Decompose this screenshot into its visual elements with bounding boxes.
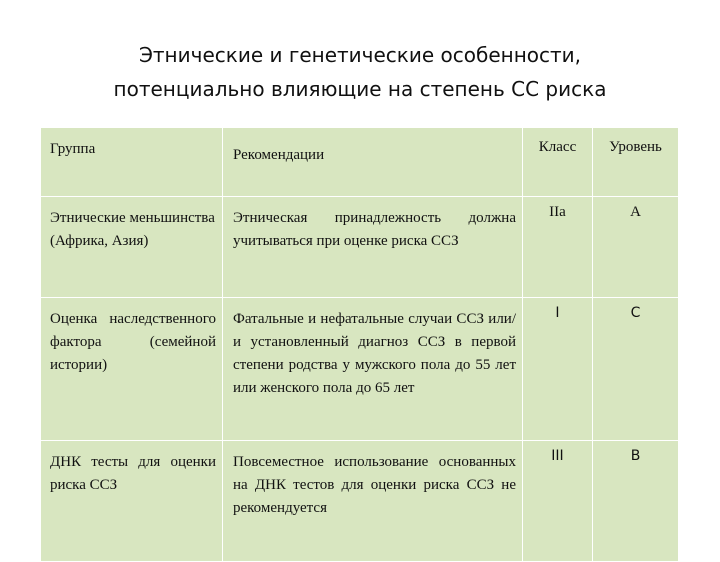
cell-level: C — [593, 298, 679, 441]
cell-recommendation: Этническая принадлежность должна учитываться при оценке риска ССЗ — [223, 197, 523, 298]
cell-level: B — [593, 441, 679, 562]
cell-group: Этнические меньшинства (Африка, Азия) — [41, 197, 223, 298]
cell-group: Оценка наследственного фактора (семейной истории) — [41, 298, 223, 441]
header-group: Группа — [41, 128, 223, 197]
cell-recommendation: Фатальные и нефатальные случаи ССЗ или/и установленный диагноз ССЗ в первой степени родства у мужского пола до 55 лет или женского пола до 65 лет — [223, 298, 523, 441]
table-row — [41, 298, 679, 441]
header-level: Уровень — [593, 128, 679, 197]
table-header-row — [41, 128, 679, 197]
recommendations-table — [40, 127, 679, 562]
header-recommendations: Рекомендации — [223, 128, 523, 197]
slide-title — [0, 38, 720, 106]
cell-class: III — [523, 441, 593, 562]
cell-level: A — [593, 197, 679, 298]
cell-recommendation: Повсеместное использование основанных на ДНК тестов для оценки риска ССЗ не рекомендуется — [223, 441, 523, 562]
cell-class: I — [523, 298, 593, 441]
title-line-1: Этнические и генетические особенности, — [138, 43, 582, 67]
table-row — [41, 441, 679, 562]
header-class: Класс — [523, 128, 593, 197]
cell-class: IIa — [523, 197, 593, 298]
cell-group: ДНК тесты для оценки риска ССЗ — [41, 441, 223, 562]
title-line-2: потенциально влияющие на степень СС риска — [113, 77, 607, 101]
table-row — [41, 197, 679, 298]
